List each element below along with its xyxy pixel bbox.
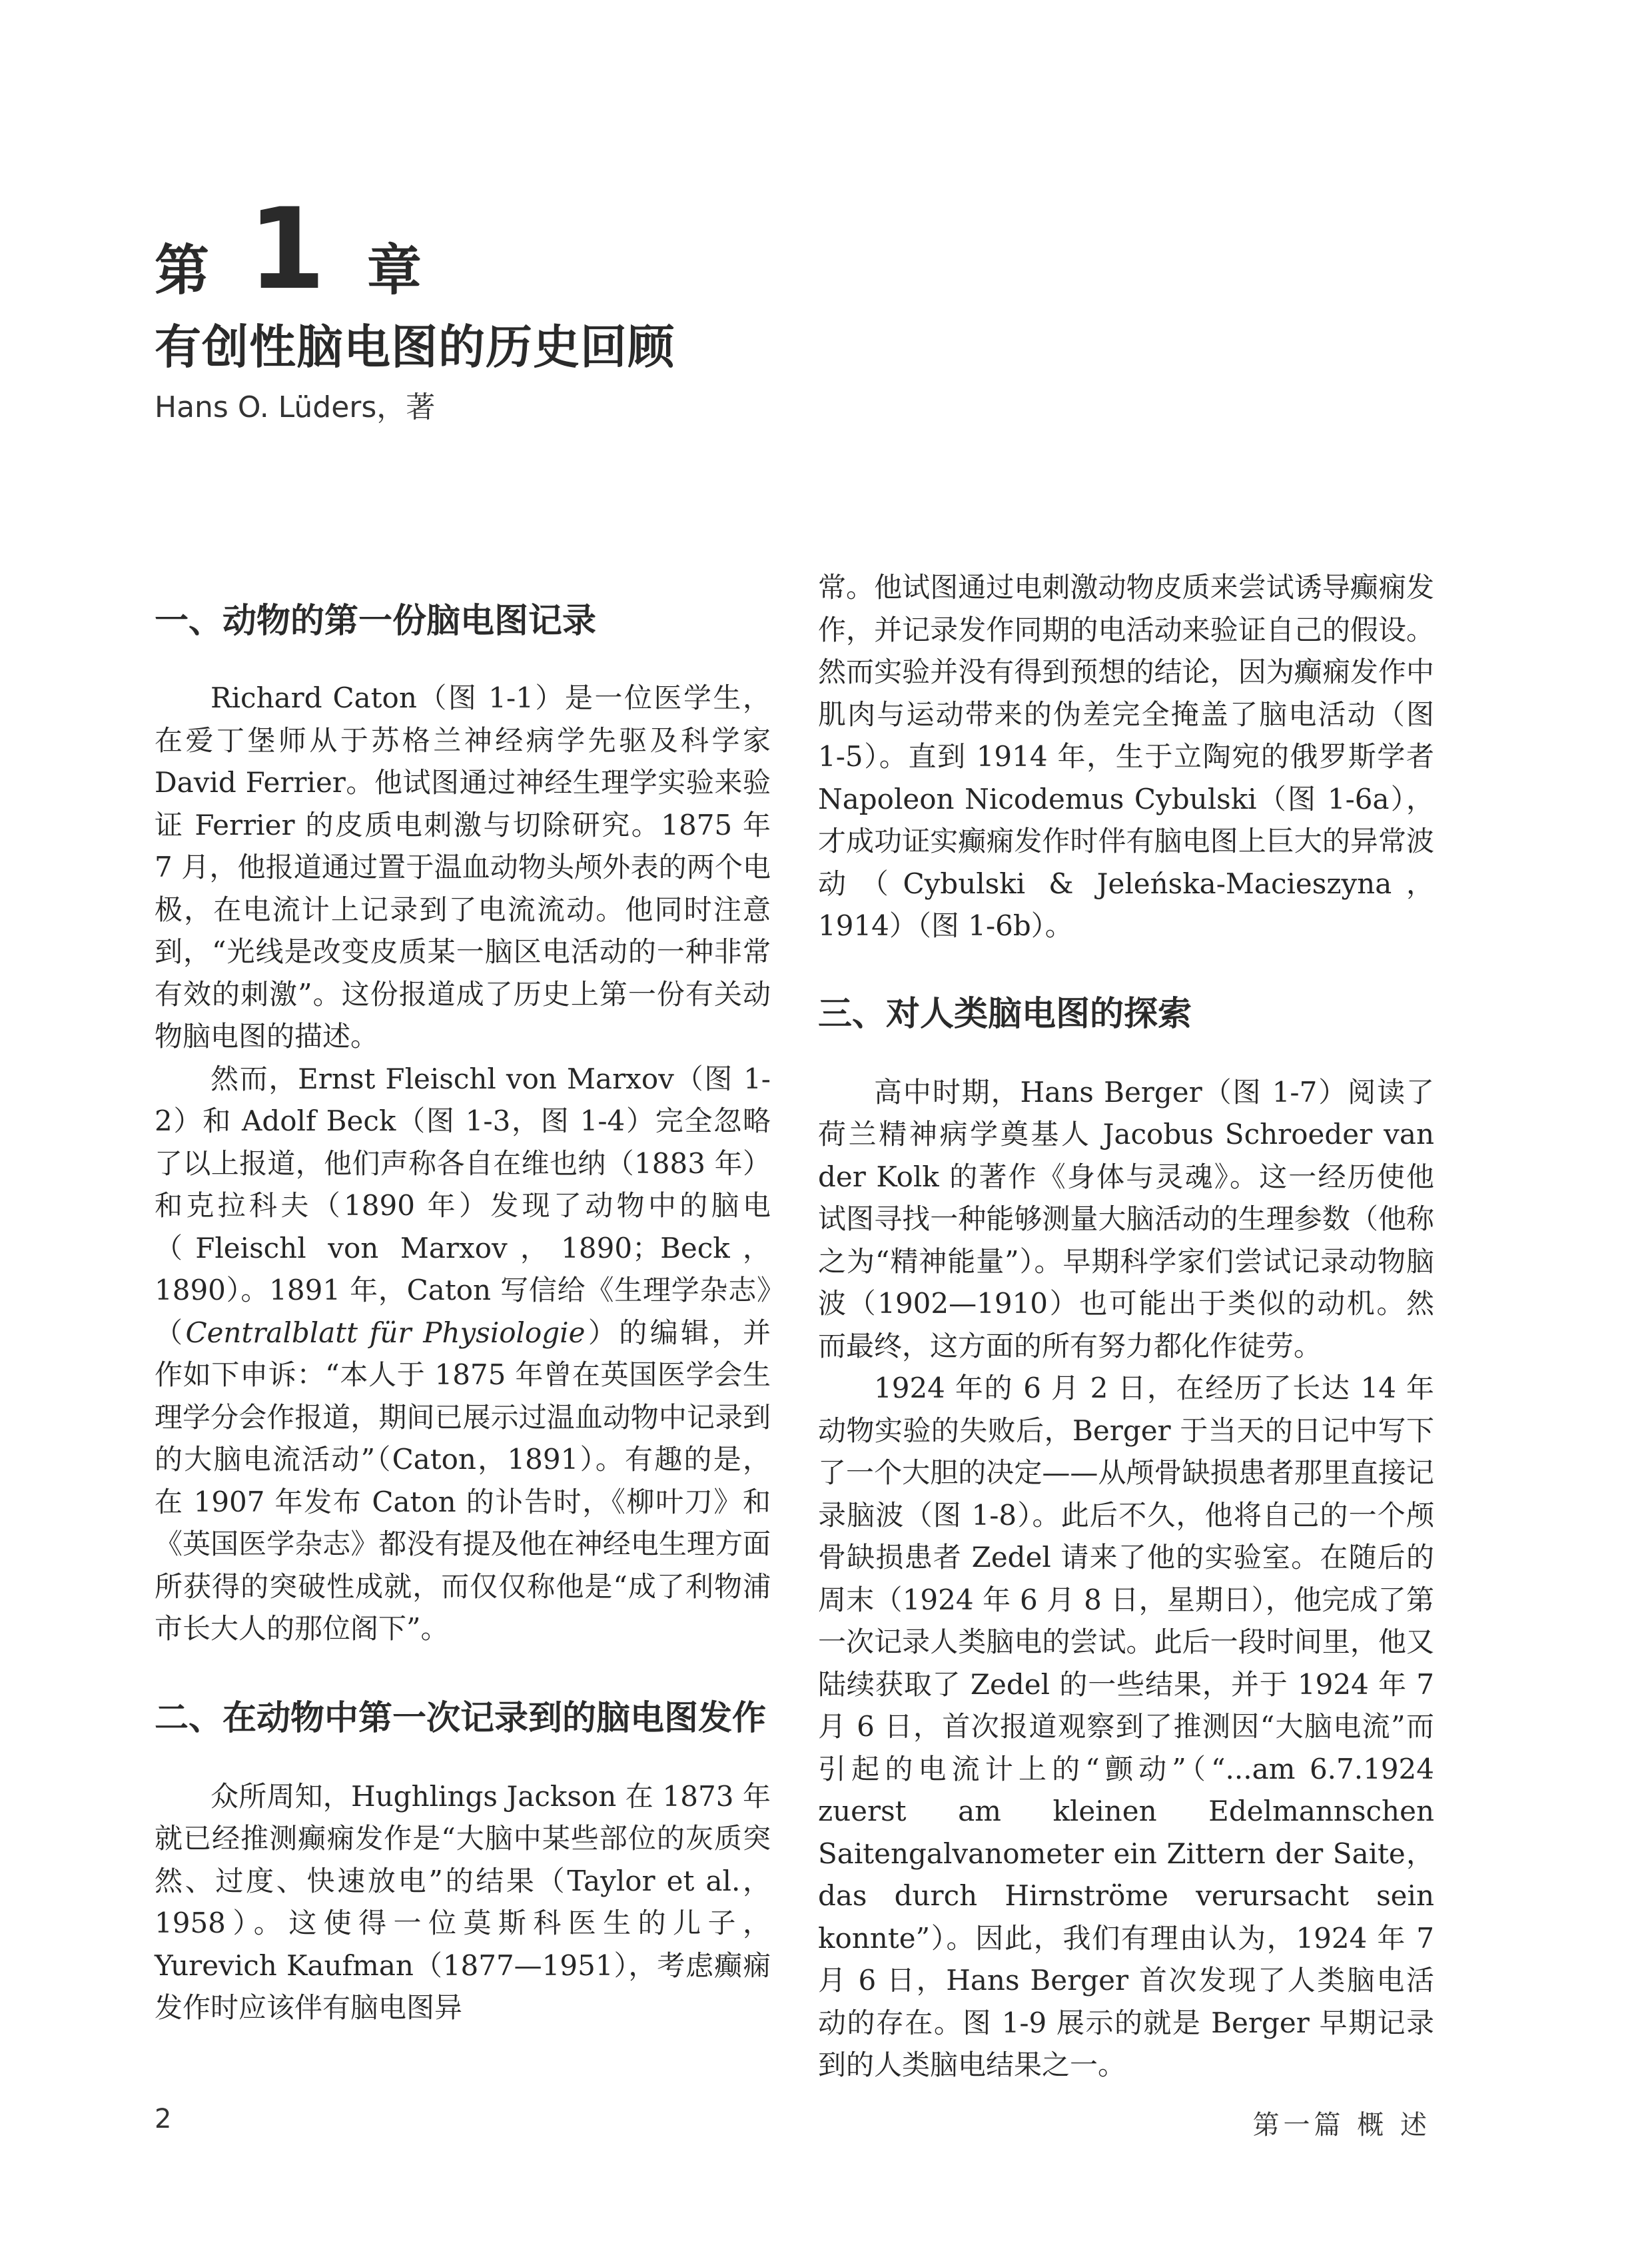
chapter-heading xyxy=(155,184,422,314)
section-2-paragraph-1-right: 常。他试图通过电刺激动物皮质来尝试诱导癫痫发作，并记录发作同期的电活动来验证自己的假设。然而实验并没有得到预想的结论，因为癫痫发作中肌肉与运动带来的伪差完全掩盖了脑电活动（图 1-5）。直到 1914 年，生于立陶宛的俄罗斯学者 Napoleon Nicodemus Cybulski（图 1-6a），才成功证实癫痫发作时伴有脑电图上巨大的异常波动（Cybulski & Jeleńska-Macieszyna，1914）（图 1-6b）。 xyxy=(818,571,1434,942)
journal-name: Centralblatt für Physiologie xyxy=(185,1316,586,1349)
chapter-author: Hans O. Lüders，著 xyxy=(155,390,436,424)
section-1-paragraph-1: Richard Caton（图 1-1）是一位医学生，在爱丁堡师从于苏格兰神经病学先驱及科学家 David Ferrier。他试图通过神经生理学实验来验证 Ferrier 的皮质电刺激与切除研究。1875 年 7 月，他报道通过置于温血动物头颅外表的两个电极，在电流计上记录到了电流流动。他同时注意到，“光线是改变皮质某一脑区电活动的一种非常有效的刺激”。这份报道成了历史上第一份有关动物脑电图的描述。 xyxy=(155,681,771,1053)
section-1-paragraph-2-part-a: 然而，Ernst Fleischl von Marxov（图 1-2）和 Adolf Beck（图 1-3，图 1-4）完全忽略了以上报道，他们声称各自在维也纳（1883 年）和克拉科夫（1890 年）发现了动物中的脑电（Fleischl von Marxov，1890；Beck，1890）。1891 年，Caton 写信给《生理学杂志》（ xyxy=(155,1062,771,1349)
page-number: 2 xyxy=(155,2104,172,2134)
chapter-suffix: 章 xyxy=(366,239,422,302)
part-label: 第一篇 概 述 xyxy=(1252,2110,1431,2140)
section-heading-1: 一、动物的第一份脑电图记录 xyxy=(155,602,597,641)
section-heading-2: 二、在动物中第一次记录到的脑电图发作 xyxy=(155,1698,767,1738)
section-heading-3: 三、对人类脑电图的探索 xyxy=(818,994,1192,1034)
chapter-title: 有创性脑电图的历史回顾 xyxy=(155,320,675,374)
left-column xyxy=(155,600,771,2029)
chapter-number: 1 xyxy=(248,184,326,314)
right-column xyxy=(818,566,1434,2086)
section-3-paragraph-1: 高中时期，Hans Berger（图 1-7）阅读了荷兰精神病学奠基人 Jacobus Schroeder van der Kolk 的著作《身体与灵魂》。这一经历使他试图寻找一种能够测量大脑活动的生理参数（他称之为“精神能量”）。早期科学家们尝试记录动物脑波（1902—1910）也可能出于类似的动机。然而最终，这方面的所有努力都化作徒劳。 xyxy=(818,1075,1434,1362)
section-2-paragraph-1-left: 众所周知，Hughlings Jackson 在 1873 年就已经推测癫痫发作是“大脑中某些部位的灰质突然、过度、快速放电”的结果（Taylor et al.，1958）。这使得一位莫斯科医生的儿子，Yurevich Kaufman（1877—1951），考虑癫痫发作时应该伴有脑电图异 xyxy=(155,1779,771,2024)
section-3-paragraph-2: 1924 年的 6 月 2 日，在经历了长达 14 年动物实验的失败后，Berger 于当天的日记中写下了一个大胆的决定——从颅骨缺损患者那里直接记录脑波（图 1-8）。此后不久，他将自己的一个颅骨缺损患者 Zedel 请来了他的实验室。在随后的周末（1924 年 6 月 8 日，星期日），他完成了第一次记录人类脑电的尝试。此后一段时间里，他又陆续获取了 Zedel 的一些结果，并于 1924 年 7 月 6 日，首次报道观察到了推测因“大脑电流”而引起的电流计上的“颤动”（“...am 6.7.1924 zuerst am kleinen Edelmannschen Saitengalvanometer ein Zittern der Saite，das durch Hirnströme verursacht sein konnte”）。因此，我们有理由认为，1924 年 7 月 6 日，Hans Berger 首次发现了人类脑电活动的存在。图 1-9 展示的就是 Berger 早期记录到的人类脑电结果之一。 xyxy=(818,1372,1434,2081)
section-1-paragraph-2-part-b: ）的编辑，并作如下申诉：“本人于 1875 年曾在英国医学会生理学分会作报道，期间已展示过温血动物中记录到的大脑电流活动”（Caton，1891）。有趣的是，在 1907 年发布 Caton 的讣告时，《柳叶刀》和《英国医学杂志》都没有提及他在神经电生理方面所获得的突破性成就，而仅仅称他是“成了利物浦市长大人的那位阁下”。 xyxy=(155,1316,771,1645)
chapter-prefix: 第 xyxy=(155,239,210,302)
section-1-paragraph-2 xyxy=(155,1058,771,1650)
